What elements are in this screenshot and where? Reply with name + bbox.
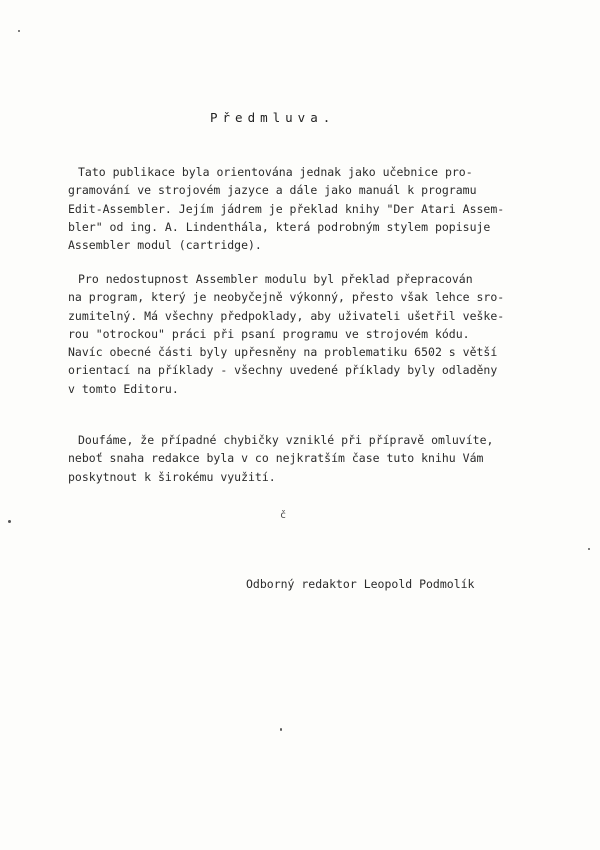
signature: Odborný redaktor Leopold Podmolík [246, 577, 475, 591]
paragraph-1 [68, 163, 568, 254]
paragraph-line: Tato publikace byla orientována jednak jako učebnice pro- [78, 165, 473, 179]
paragraph-2 [68, 270, 568, 398]
paragraph-line: Pro nedostupnost Assembler modulu byl překlad přepracován [78, 272, 473, 286]
paragraph-line: na program, který je neobyčejně výkonný, přesto však lehce sro- [68, 290, 505, 305]
speck-mark [588, 548, 590, 550]
paragraph-line: Assembler modul (cartridge). [68, 238, 262, 253]
speck-mark [8, 520, 11, 523]
paragraph-line: v tomto Editoru. [68, 381, 179, 396]
stray-mark: č [280, 510, 287, 521]
paragraph-line: neboť snaha redakce byla v co nejkratším čase tuto knihu Vám [68, 451, 484, 466]
paragraph-line: bler" od ing. A. Lindenthála, která podrobným stylem popisuje [68, 219, 491, 234]
paragraph-line: gramování ve strojovém jazyce a dále jako manuál k programu [68, 183, 477, 198]
paragraph-line: zumitelný. Má všechny předpoklady, aby uživateli ušetřil veške- [68, 308, 505, 323]
speck-mark [18, 30, 20, 32]
page-title: Předmluva. [210, 110, 336, 125]
paragraph-line: Navíc obecné části byly upřesněny na problematiku 6502 s větší [68, 345, 498, 360]
paragraph-line: poskytnout k širokému využití. [68, 469, 276, 484]
paragraph-line: Edit-Assembler. Jejím jádrem je překlad knihy "Der Atari Assem- [68, 201, 505, 216]
paragraph-line: Doufáme, že případné chybičky vzniklé při přípravě omluvíte, [78, 433, 494, 447]
paragraph-3 [68, 431, 568, 486]
paragraph-line: orientací na příklady - všechny uvedené příklady byly odladěny [68, 363, 498, 378]
paragraph-line: rou "otrockou" práci při psaní programu ve strojovém kódu. [68, 326, 470, 341]
speck-mark [280, 728, 282, 731]
